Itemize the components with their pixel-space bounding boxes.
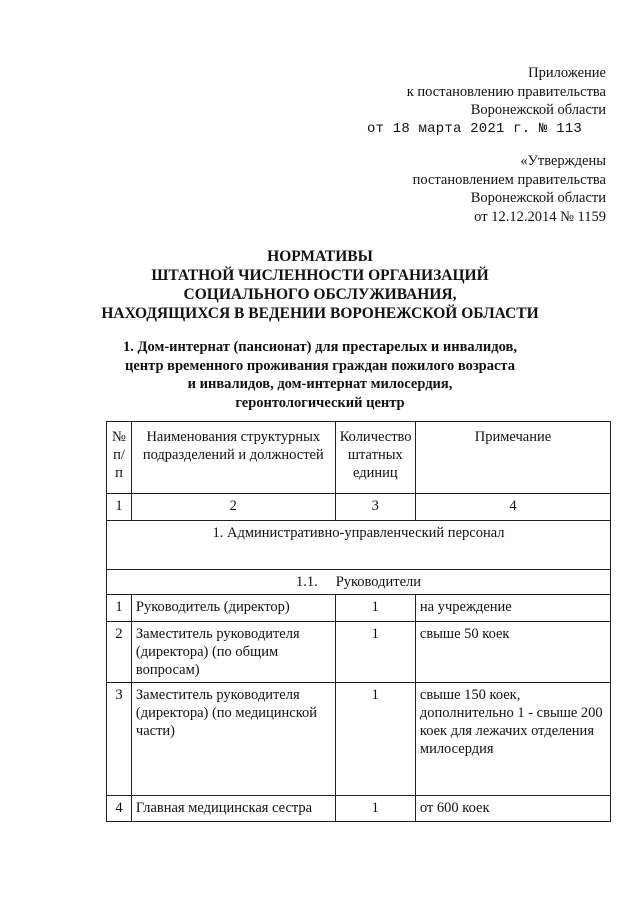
table-row xyxy=(107,595,611,622)
table-header-row xyxy=(107,422,611,494)
row-num: 2 xyxy=(107,622,132,683)
subtitle-line: 1. Дом-интернат (пансионат) для престарелых и инвалидов, xyxy=(123,339,517,355)
subsection-row xyxy=(107,570,611,595)
table-row xyxy=(107,683,611,796)
header-num: № п/п xyxy=(107,422,132,494)
row-num: 1 xyxy=(107,595,132,622)
appendix-block xyxy=(367,64,606,138)
subsection-cell xyxy=(107,570,611,595)
column-number: 3 xyxy=(335,494,415,521)
row-note: свыше 50 коек xyxy=(415,622,610,683)
title-line: СОЦИАЛЬНОГО ОБСЛУЖИВАНИЯ, xyxy=(183,286,457,303)
header-note: Примечание xyxy=(415,422,610,494)
title-line: ШТАТНОЙ ЧИСЛЕННОСТИ ОРГАНИЗАЦИЙ xyxy=(151,267,489,284)
row-qty: 1 xyxy=(335,622,415,683)
table-row xyxy=(107,622,611,683)
row-qty: 1 xyxy=(335,595,415,622)
row-num: 4 xyxy=(107,796,132,822)
appendix-line: Приложение xyxy=(528,65,606,81)
document-title xyxy=(0,247,640,323)
row-name: Заместитель руководителя (директора) (по общим вопросам) xyxy=(131,622,335,683)
subsection-title: Руководители xyxy=(335,574,422,590)
header-qty: Количество штатных единиц xyxy=(335,422,415,494)
appendix-date-line: от 18 марта 2021 г. № 113 xyxy=(366,120,582,137)
row-qty: 1 xyxy=(335,683,415,796)
row-note: от 600 коек xyxy=(415,796,610,822)
row-name: Главная медицинская сестра xyxy=(131,796,335,822)
subsection-number: 1.1. xyxy=(295,574,318,590)
title-line: НАХОДЯЩИХСЯ В ВЕДЕНИИ ВОРОНЕЖСКОЙ ОБЛАСТИ xyxy=(101,305,539,322)
appendix-line: Воронежской области xyxy=(470,102,606,118)
row-name: Руководитель (директор) xyxy=(131,595,335,622)
subtitle-line: геронтологический центр xyxy=(235,394,405,411)
staffing-table xyxy=(106,421,611,822)
row-qty: 1 xyxy=(335,796,415,822)
subtitle-line: центр временного проживания граждан пожилого возраста xyxy=(125,357,515,374)
row-note: свыше 150 коек, дополнительно 1 - свыше 200 коек для лежачих отделения милосердия xyxy=(415,683,610,796)
row-num: 3 xyxy=(107,683,132,796)
title-line: НОРМАТИВЫ xyxy=(267,248,373,265)
approved-block xyxy=(413,152,606,226)
appendix-line: к постановлению правительства xyxy=(406,83,606,100)
section-heading xyxy=(0,338,640,412)
row-note: на учреждение xyxy=(415,595,610,622)
column-number: 1 xyxy=(107,494,132,521)
section-row xyxy=(107,521,611,570)
row-name: Заместитель руководителя (директора) (по медицинской части) xyxy=(131,683,335,796)
approved-line: постановлением правительства xyxy=(412,171,606,188)
approved-line: Воронежской области xyxy=(470,190,606,206)
table-row xyxy=(107,796,611,822)
approved-line: от 12.12.2014 № 1159 xyxy=(474,208,606,225)
header-name: Наименования структурных подразделений и должностей xyxy=(131,422,335,494)
section-title: 1. Административно-управленческий персонал xyxy=(107,521,611,570)
column-number: 4 xyxy=(415,494,610,521)
approved-line: «Утверждены xyxy=(520,153,606,169)
column-number: 2 xyxy=(131,494,335,521)
subtitle-line: и инвалидов, дом-интернат милосердия, xyxy=(187,376,453,392)
column-number-row xyxy=(107,494,611,521)
